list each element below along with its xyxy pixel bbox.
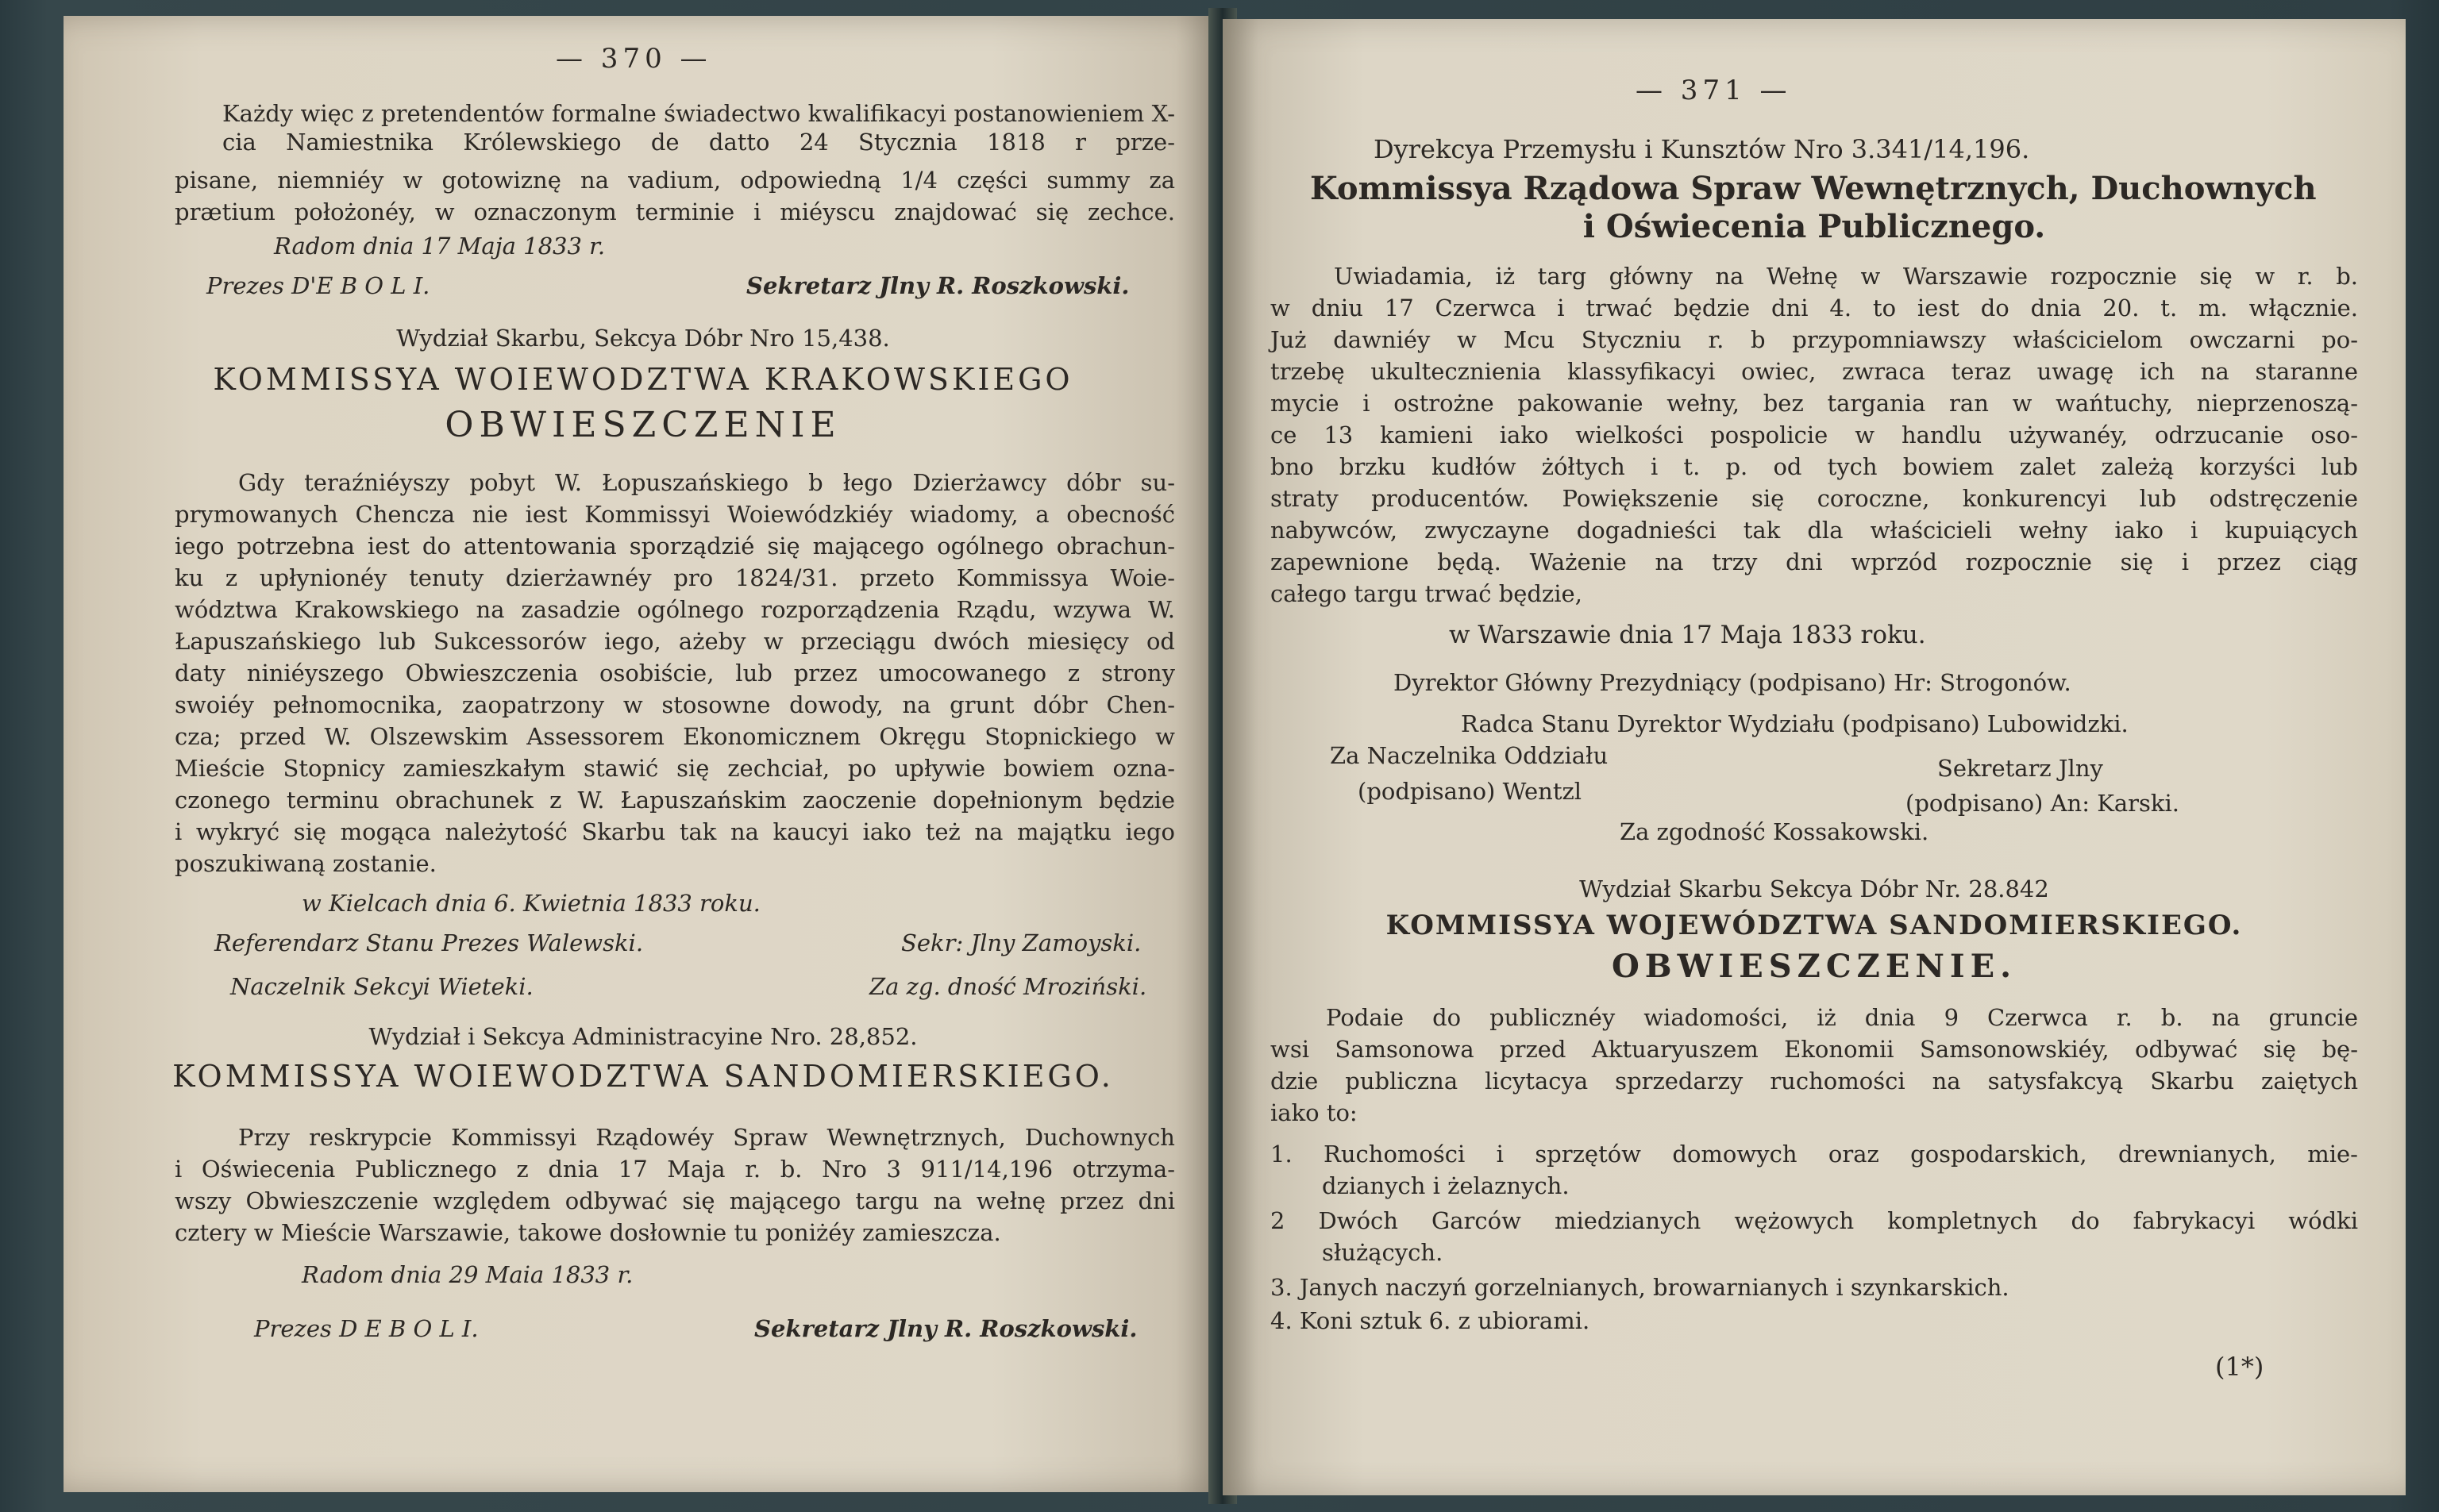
- text-line: bno brzku kudłów żółtych i t. p. od tych bowiem zalet zależą korzyści lub: [1270, 453, 2358, 480]
- date-line: Radom dnia 17 Maja 1833 r.: [274, 233, 606, 260]
- notice-title: OBWIESZCZENIE.: [1611, 948, 2017, 985]
- page-number-370: — 370 —: [556, 43, 712, 75]
- date-line: Radom dnia 29 Maia 1833 r.: [302, 1261, 634, 1288]
- text-line: ce 13 kamieni iako wielkości pospolicie w handlu używanéy, odrzucanie oso-: [1270, 421, 2358, 448]
- text-line: iego potrzebna iest do attentowania sporządzié się mającego ogólnego obrachun-: [175, 533, 1175, 560]
- section-heading: Kommissya Rządowa Spraw Wewnętrznych, Duchownych: [1310, 170, 2317, 207]
- text-line: cza; przed W. Olszewskim Assessorem Ekonomicznem Okręgu Stopnickiego w: [175, 723, 1175, 750]
- list-item: 2 Dwóch Garców miedzianych wężowych kompletnych do fabrykacyi wódki: [1270, 1207, 2358, 1234]
- text-line: straty producentów. Powiększenie się coroczne, konkurencyi lub odstręczenie: [1270, 485, 2358, 512]
- text-line: Przy reskrypcie Kommissyi Rządowéy Spraw Wewnętrznych, Duchownych: [238, 1124, 1175, 1151]
- signature-sekretarz: Sekretarz Jlny R. Roszkowski.: [754, 1315, 1138, 1342]
- signature-referendarz: Referendarz Stanu Prezes Walewski.: [214, 929, 644, 956]
- notice-title: OBWIESZCZENIE: [445, 405, 842, 445]
- signature-radca: Radca Stanu Dyrektor Wydziału (podpisano) Lubowidzki.: [1461, 710, 2129, 737]
- text-line: ku z upłynionéy tenuty dzierżawnéy pro 1824/31. przeto Kommissya Woie-: [175, 564, 1175, 591]
- list-item: 1. Ruchomości i sprzętów domowych oraz gospodarskich, drewnianych, mie-: [1270, 1141, 2358, 1168]
- text-line: Gdy teraźniéyszy pobyt W. Łopuszańskiego b łego Dzierżawcy dóbr su-: [238, 469, 1175, 496]
- page-number-371: — 371 —: [1636, 75, 1792, 106]
- text-line: swoiéy pełnomocnika, zaopatrzony w stosowne dowody, na grunt dóbr Chen-: [175, 691, 1175, 718]
- text-line: zapewnione będą. Ważenie na trzy dni wprzód rozpocznie się i przez ciąg: [1270, 548, 2358, 575]
- text-line: poszukiwaną zostanie.: [175, 850, 437, 877]
- text-line: mycie i ostrożne pakowanie wełny, bez targania ran w wańtuchy, nieprzenoszą-: [1270, 390, 2358, 417]
- signature-mark: (1*): [2215, 1352, 2264, 1382]
- text-line: Już dawniéy w Mcu Styczniu r. b przypomniawszy właścicielom owczarni po-: [1270, 326, 2358, 353]
- text-line: Podaie do publicznéy wiadomości, iż dnia 9 Czerwca r. b. na gruncie: [1326, 1004, 2358, 1031]
- section-heading: KOMMISSYA WOIEWODZTWA KRAKOWSKIEGO: [213, 362, 1073, 397]
- list-item: służących.: [1322, 1239, 1443, 1266]
- signature-sekretarz: Sekretarz Jlny: [1937, 755, 2103, 782]
- signature-karski: (podpisano) An: Karski.: [1905, 790, 2179, 817]
- text-line: w dniu 17 Czerwca i trwać będzie dni 4. to iest do dnia 20. t. m. włącznie.: [1270, 294, 2358, 321]
- signature-sekr: Sekr: Jlny Zamoyski.: [901, 929, 1142, 956]
- text-line: dzie publiczna licytacya sprzedarzy ruchomości na satysfakcyą Skarbu zaiętych: [1270, 1068, 2358, 1095]
- text-line: i Oświecenia Publicznego z dnia 17 Maja r. b. Nro 3 911/14,196 otrzyma-: [175, 1156, 1175, 1183]
- section-heading: KOMMISSYA WOJEWÓDZTWA SANDOMIERSKIEGO.: [1385, 910, 2243, 941]
- section-heading: KOMMISSYA WOIEWODZTWA SANDOMIERSKIEGO.: [172, 1059, 1114, 1094]
- section-reference: Wydział Skarbu, Sekcya Dóbr Nro 15,438.: [396, 325, 890, 352]
- text-line: Każdy więc z pretendentów formalne świadectwo kwalifikacyi postanowieniem X-cia Namiestnika Królewskiego de datto 24 Stycznia 1818 r prze-: [222, 100, 1175, 156]
- date-line: w Kielcach dnia 6. Kwietnia 1833 roku.: [302, 890, 761, 917]
- text-line: Mieście Stopnicy zamieszkałym stawić się zechciał, po upływie bowiem ozna-: [175, 755, 1175, 782]
- text-line: i wykryć się mogąca należytość Skarbu tak na kaucyi iako też na majątku iego: [175, 818, 1175, 845]
- signature-naczelnik: Za Naczelnika Oddziału: [1330, 742, 1609, 769]
- list-item: 3. Janych naczyń gorzelnianych, browarnianych i szynkarskich.: [1270, 1274, 2009, 1301]
- signature-naczelnik: Naczelnik Sekcyi Wieteki.: [230, 973, 534, 1000]
- date-line: w Warszawie dnia 17 Maja 1833 roku.: [1449, 621, 1926, 649]
- section-reference: Wydział Skarbu Sekcya Dóbr Nr. 28.842: [1579, 875, 2049, 902]
- text-line: Uwiadamia, iż targ główny na Wełnę w Warszawie rozpocznie się w r. b.: [1334, 263, 2358, 290]
- text-line: wszy Obwieszczenie względem odbywać się mającego targu na wełnę przez dni: [175, 1187, 1175, 1214]
- signature-prezes: Prezes D'E B O L I.: [206, 272, 430, 299]
- text-line: czonego terminu obrachunek z W. Łapuszańskim zaoczenie dopełnionym będzie: [175, 787, 1175, 814]
- text-line: Łapuszańskiego lub Sukcessorów iego, ażeby w przeciągu dwóch miesięcy od: [175, 628, 1175, 655]
- signature-wentzl: (podpisano) Wentzl: [1358, 778, 1582, 805]
- text-line: trzebę ukultecznienia klassyfikacyi owiec, zwraca teraz uwagę ich na staranne: [1270, 358, 2358, 385]
- right-page: [1223, 19, 2406, 1495]
- signature-sekretarz: Sekretarz Jlny R. Roszkowski.: [746, 272, 1130, 299]
- signature-zgodnosc: Za zg. dność Mroziński.: [869, 973, 1147, 1000]
- text-line: iako to:: [1270, 1099, 1358, 1126]
- signature-prezes: Prezes D E B O L I.: [254, 1315, 479, 1342]
- list-item: dzianych i żelaznych.: [1322, 1172, 1570, 1199]
- text-line: prætium położonéy, w oznaczonym terminie i miéyscu znajdować się zechce.: [175, 198, 1175, 225]
- signature-zgodnosc: Za zgodność Kossakowski.: [1620, 818, 1929, 845]
- signature-dyrektor: Dyrektor Główny Prezydniący (podpisano) Hr: Strogonów.: [1393, 669, 2071, 696]
- text-line: cztery w Mieście Warszawie, takowe dosłownie tu poniżéy zamieszcza.: [175, 1219, 1001, 1246]
- left-page: [64, 16, 1223, 1492]
- text-line: nabywców, zwyczayne dogadnieści tak dla właścicieli wełny iako i kupuiących: [1270, 517, 2358, 544]
- section-heading: i Oświecenia Publicznego.: [1582, 208, 2046, 245]
- text-line: wsi Samsonowa przed Aktuaryuszem Ekonomii Samsonowskiéy, odbywać się bę-: [1270, 1036, 2358, 1063]
- text-line: wództwa Krakowskiego na zasadzie ogólnego rozporządzenia Rządu, wzywa W.: [175, 596, 1175, 623]
- text-line: całego targu trwać będzie,: [1270, 580, 1582, 607]
- text-line: daty niniéyszego Obwieszczenia osobiście, lub przez umocowanego z strony: [175, 660, 1175, 687]
- text-line: prymowanych Chencza nie iest Kommissyi Woiewódzkiéy wiadomy, a obecność: [175, 501, 1175, 528]
- list-item: 4. Koni sztuk 6. z ubiorami.: [1270, 1307, 1590, 1334]
- text-line: pisane, niemniéy w gotowiznę na vadium, odpowiedną 1/4 części summy za: [175, 167, 1175, 194]
- section-reference: Wydział i Sekcya Administracyine Nro. 28,852.: [368, 1023, 918, 1050]
- section-reference: Dyrekcya Przemysłu i Kunsztów Nro 3.341/14,196.: [1374, 134, 2030, 164]
